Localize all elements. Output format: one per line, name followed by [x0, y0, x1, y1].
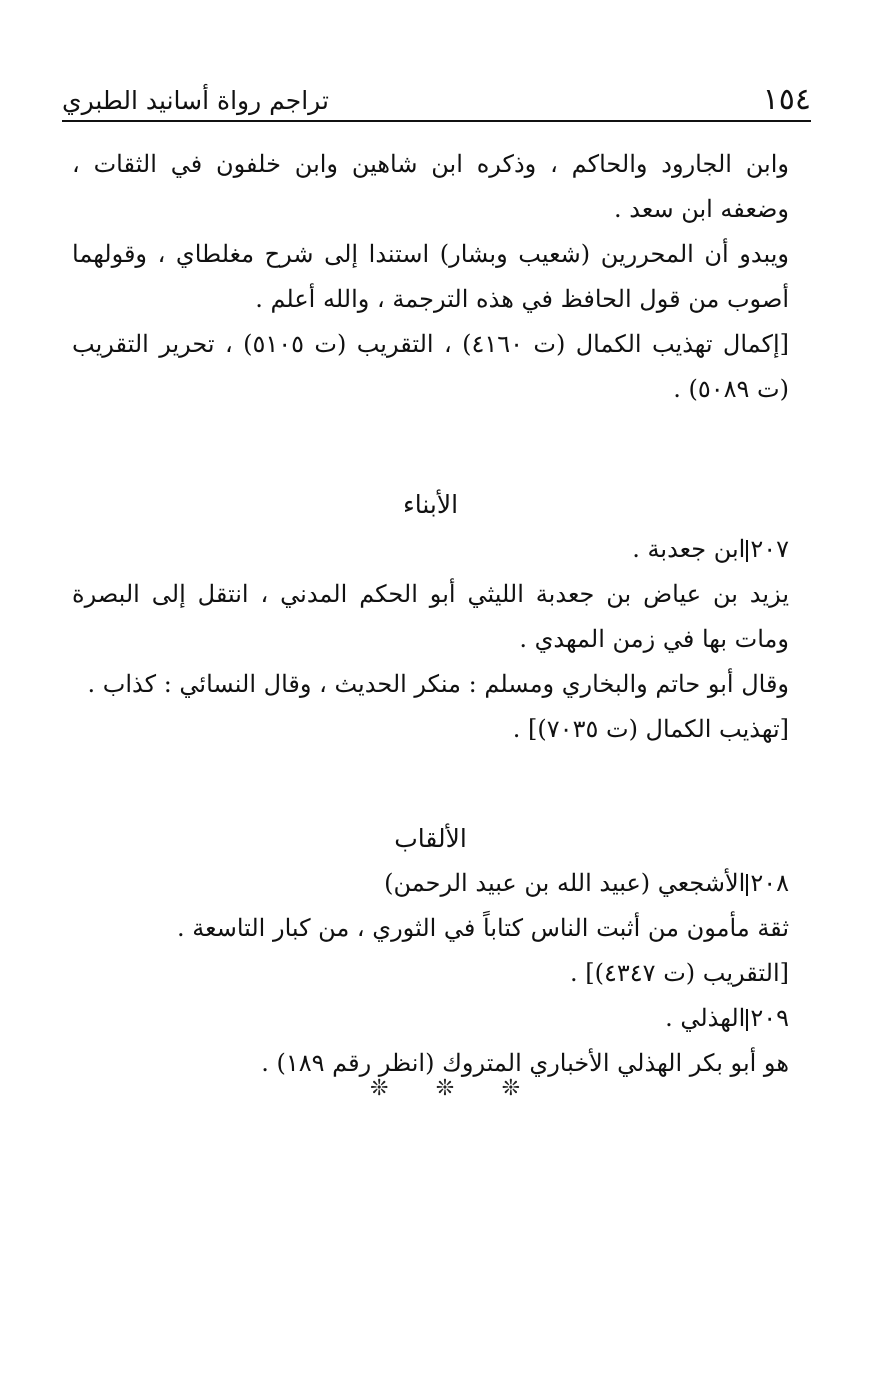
- entry-209-heading: [72, 996, 789, 1041]
- asterism-icon: ❊: [435, 1076, 455, 1101]
- entry-209-text: هو أبو بكر الهذلي الأخباري المتروك (انظر رقم ١٨٩) .: [261, 1049, 789, 1077]
- entry-208-citation: [التقريب (ت ٤٣٤٧)] .: [570, 959, 789, 987]
- section-end-ornament: [370, 1076, 520, 1101]
- continuation-paragraph: وابن الجارود والحاكم ، وذكره ابن شاهين وابن خلفون في الثقات ، وضعفه ابن سعد .: [72, 150, 789, 223]
- entry-207-heading: [72, 527, 789, 572]
- entry-208-text: ثقة مأمون من أثبت الناس كتاباً في الثوري ، من كبار التاسعة .: [177, 914, 789, 942]
- book-title: تراجم رواة أسانيد الطبري: [62, 86, 329, 115]
- entry-number: ٢٠٩: [750, 1004, 789, 1032]
- entry-number: ٢٠٨: [750, 869, 789, 897]
- section-heading-abna: الأبناء: [402, 490, 459, 519]
- section-heading-alqab: الألقاب: [394, 824, 467, 853]
- entry-name: الأشجعي (عبيد الله بن عبيد الرحمن): [384, 869, 746, 897]
- continuation-citation: [إكمال تهذيب الكمال (ت ٤١٦٠) ، التقريب (ت ٥١٠٥) ، تحرير التقريب (ت ٥٠٨٩) .: [72, 330, 789, 403]
- entry-separator: [746, 1009, 748, 1031]
- entry-separator: [746, 874, 748, 896]
- page-body: [72, 142, 789, 1086]
- continuation-paragraph: ويبدو أن المحررين (شعيب وبشار) استندا إلى شرح مغلطاي ، وقولهما أصوب من قول الحافظ في هذه الترجمة ، والله أعلم .: [72, 240, 789, 313]
- page-number: ١٥٤: [762, 82, 811, 117]
- entry-207-citation: [تهذيب الكمال (ت ٧٠٣٥)] .: [512, 715, 789, 743]
- entry-number: ٢٠٧: [750, 535, 789, 563]
- entry-207-text: يزيد بن عياض بن جعدبة الليثي أبو الحكم المدني ، انتقل إلى البصرة ومات بها في زمن المهدي .: [72, 580, 789, 653]
- asterism-icon: ❊: [370, 1076, 389, 1101]
- entry-207-text: وقال أبو حاتم والبخاري ومسلم : منكر الحديث ، وقال النسائي : كذاب .: [87, 670, 789, 698]
- asterism-icon: ❊: [501, 1076, 520, 1101]
- entry-separator: [746, 540, 748, 562]
- entry-name: ابن جعدبة .: [632, 535, 746, 563]
- entry-name: الهذلي .: [665, 1004, 746, 1032]
- running-header: [62, 80, 811, 122]
- entry-208-heading: [72, 861, 789, 906]
